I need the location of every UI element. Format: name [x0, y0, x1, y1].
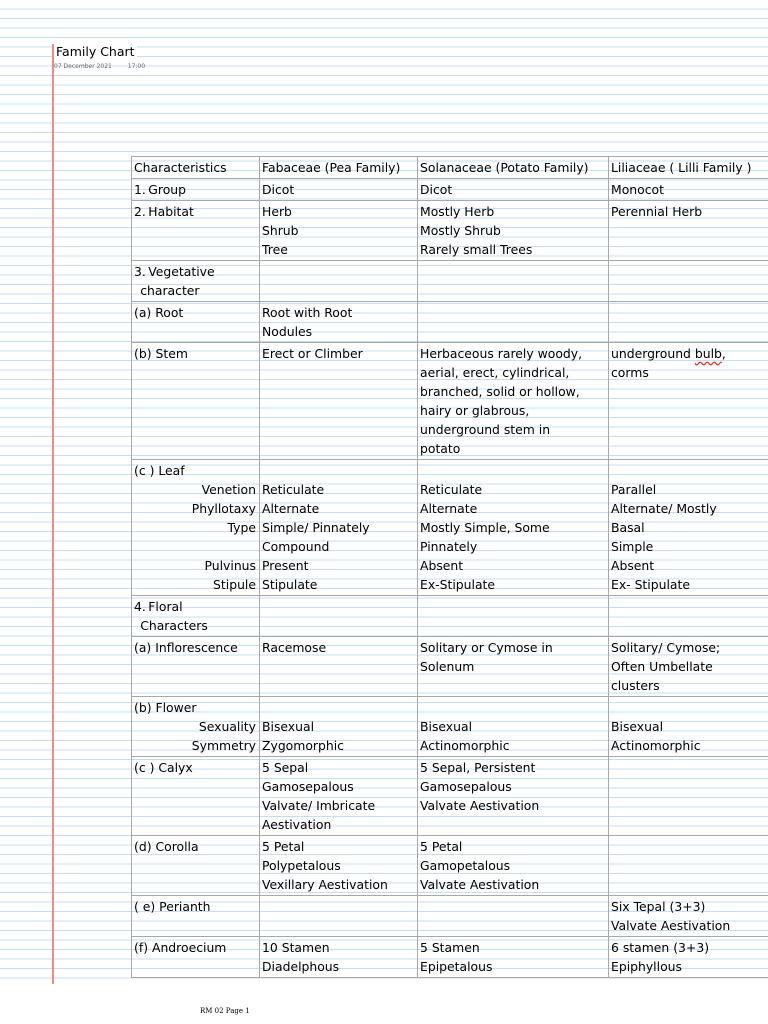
cell-line: Perennial Herb: [611, 204, 703, 219]
cell-line: Aestivation: [262, 817, 332, 832]
table-row-group: [132, 179, 768, 201]
row-label: (b) Stem: [132, 343, 260, 460]
cell-line: Bisexual: [262, 719, 315, 734]
sub-label: Sexuality: [198, 719, 256, 734]
cell-fabaceae: Dicot: [260, 179, 418, 201]
cell-fabaceae: [260, 836, 418, 896]
cell-line: potato: [420, 441, 461, 456]
cell-solanaceae: [418, 596, 609, 637]
cell-line: Solitary or Cymose in: [420, 640, 553, 655]
cell-line: Zygomorphic: [262, 738, 344, 753]
cell-line: Ex-Stipulate: [420, 577, 496, 592]
cell-line: 5 Petal: [262, 839, 305, 854]
text-segment: underground: [611, 346, 695, 361]
cell-liliaceae: [609, 937, 768, 978]
cell-line: Simple/ Pinnately: [262, 520, 370, 535]
cell-line: Tree: [262, 242, 288, 257]
cell-fabaceae: Erect or Climber: [260, 343, 418, 460]
cell-line: Actinomorphic: [420, 738, 510, 753]
cell-line: Reticulate: [262, 482, 325, 497]
cell-liliaceae: [609, 343, 768, 460]
cell-solanaceae: [418, 261, 609, 302]
cell-liliaceae: [609, 460, 768, 596]
table-row-androecium: [132, 937, 768, 978]
cell-line: Bisexual: [420, 719, 473, 734]
cell-solanaceae: [418, 637, 609, 697]
cell-line: (c ) Leaf: [134, 463, 185, 478]
cell-line: Characters: [134, 618, 208, 633]
cell-line: Solenum: [420, 659, 475, 674]
cell-line: Pinnately: [420, 539, 478, 554]
table-row-leaf: [132, 460, 768, 596]
cell-line: Gamopetalous: [420, 858, 511, 873]
page-title: Family Chart: [56, 44, 135, 59]
table-row-stem: [132, 343, 768, 460]
page-bottom: [0, 984, 768, 1024]
cell-solanaceae: [418, 460, 609, 596]
page-time: 17:00: [127, 63, 146, 70]
sub-label: Symmetry: [191, 738, 256, 753]
cell-line: Alternate: [262, 501, 320, 516]
cell-fabaceae: [260, 460, 418, 596]
cell-line: Gamosepalous: [420, 779, 512, 794]
cell-solanaceae: [418, 302, 609, 343]
cell-line: 5 Sepal, Persistent: [420, 760, 536, 775]
cell-line: [262, 698, 415, 717]
cell-liliaceae: [609, 201, 768, 261]
cell-line: 5 Stamen: [420, 940, 480, 955]
cell-line: [420, 461, 606, 480]
cell-line: underground stem in: [420, 422, 551, 437]
row-label: [132, 460, 260, 596]
cell-solanaceae: [418, 201, 609, 261]
cell-line: Parallel: [611, 482, 657, 497]
cell-line: clusters: [611, 678, 660, 693]
row-label: ( e) Perianth: [132, 896, 260, 937]
cell-line: Epipetalous: [420, 959, 493, 974]
cell-line: Epiphyllous: [611, 959, 682, 974]
cell-liliaceae: [609, 596, 768, 637]
cell-line: 5 Petal: [420, 839, 463, 854]
family-chart-table: [131, 156, 768, 978]
cell-line: Stipulate: [262, 577, 318, 592]
cell-line: Nodules: [262, 324, 313, 339]
cell-line: Compound: [262, 539, 330, 554]
cell-line: 4. Floral: [134, 599, 183, 614]
cell-solanaceae: [418, 836, 609, 896]
row-label: [132, 697, 260, 757]
cell-line: Present: [262, 558, 309, 573]
cell-solanaceae: [418, 697, 609, 757]
row-label: [132, 261, 260, 302]
sub-label: Venetion: [201, 482, 256, 497]
cell-line: Rarely small Trees: [420, 242, 533, 257]
margin-line: [52, 44, 54, 984]
cell-line: [611, 698, 766, 717]
row-label: [132, 596, 260, 637]
cell-line: corms: [611, 365, 649, 380]
table-row-root: [132, 302, 768, 343]
cell-line: 6 stamen (3+3): [611, 940, 710, 955]
cell-line: Mostly Shrub: [420, 223, 501, 238]
cell-line: 5 Sepal: [262, 760, 309, 775]
row-label: (c ) Calyx: [132, 757, 260, 836]
cell-line: (b) Flower: [134, 700, 197, 715]
cell-fabaceae: [260, 302, 418, 343]
cell-line: Valvate Aestivation: [611, 918, 731, 933]
page-date: 07 December 2021: [54, 63, 112, 70]
page-meta: [54, 63, 159, 70]
header-liliaceae: Liliaceae ( Lilli Family ): [609, 157, 768, 179]
cell-line: Valvate/ Imbricate: [262, 798, 376, 813]
cell-line: Herbaceous rarely woody,: [420, 346, 583, 361]
table-row-corolla: [132, 836, 768, 896]
cell-solanaceae: Dicot: [418, 179, 609, 201]
cell-line: Diadelphous: [262, 959, 340, 974]
cell-fabaceae: Racemose: [260, 637, 418, 697]
header-solanaceae: Solanaceae (Potato Family): [418, 157, 609, 179]
cell-line: Valvate Aestivation: [420, 798, 540, 813]
cell-line: Vexillary Aestivation: [262, 877, 388, 892]
cell-solanaceae: [418, 937, 609, 978]
cell-fabaceae: [260, 697, 418, 757]
cell-liliaceae: [609, 637, 768, 697]
table-header-row: [132, 157, 768, 179]
cell-line: Actinomorphic: [611, 738, 701, 753]
cell-liliaceae: [609, 697, 768, 757]
table-row-perianth: [132, 896, 768, 937]
row-label: 1. Group: [132, 179, 260, 201]
cell-line: Alternate: [420, 501, 478, 516]
cell-liliaceae: [609, 302, 768, 343]
row-label: (a) Inflorescence: [132, 637, 260, 697]
cell-liliaceae: [609, 261, 768, 302]
cell-line: Root with Root: [262, 305, 353, 320]
cell-line: Ex- Stipulate: [611, 577, 690, 592]
cell-line: hairy or glabrous,: [420, 403, 530, 418]
page-footer: RM 02 Page 1: [200, 1007, 250, 1015]
header-characteristics: Characteristics: [132, 157, 260, 179]
sub-label: Type: [227, 520, 256, 535]
cell-liliaceae: Monocot: [609, 179, 768, 201]
cell-solanaceae: [418, 343, 609, 460]
table-row-vegetative: [132, 261, 768, 302]
cell-line: [611, 344, 766, 363]
cell-liliaceae: [609, 836, 768, 896]
cell-solanaceae: [418, 896, 609, 937]
table-row-calyx: [132, 757, 768, 836]
row-label: (f) Androecium: [132, 937, 260, 978]
cell-line: Herb: [262, 204, 292, 219]
cell-line: 3. Vegetative: [134, 264, 215, 279]
cell-line: Shrub: [262, 223, 299, 238]
text-segment: ,: [721, 346, 726, 361]
cell-line: aerial, erect, cylindrical,: [420, 365, 570, 380]
table-row-inflorescence: [132, 637, 768, 697]
cell-line: Mostly Simple, Some: [420, 520, 550, 535]
cell-line: Solitary/ Cymose;: [611, 640, 721, 655]
row-label: (d) Corolla: [132, 836, 260, 896]
cell-line: Polypetalous: [262, 858, 341, 873]
spellcheck-word[interactable]: bulb: [694, 346, 722, 361]
sub-label: Phyllotaxy: [191, 501, 256, 516]
cell-fabaceae: [260, 261, 418, 302]
cell-line: Valvate Aestivation: [420, 877, 540, 892]
row-label: 2. Habitat: [132, 201, 260, 261]
cell-line: Mostly Herb: [420, 204, 495, 219]
cell-line: branched, solid or hollow,: [420, 384, 580, 399]
cell-line: character: [134, 283, 200, 298]
cell-line: Often Umbellate: [611, 659, 713, 674]
cell-line: Reticulate: [420, 482, 483, 497]
table-row-flower: [132, 697, 768, 757]
cell-line: Six Tepal (3+3): [611, 899, 706, 914]
cell-line: Gamosepalous: [262, 779, 354, 794]
cell-liliaceae: [609, 896, 768, 937]
sub-label: [134, 537, 257, 556]
cell-line: Simple: [611, 539, 654, 554]
cell-fabaceae: [260, 596, 418, 637]
cell-solanaceae: [418, 757, 609, 836]
sub-label: Stipule: [213, 577, 256, 592]
cell-line: [420, 698, 606, 717]
cell-fabaceae: [260, 757, 418, 836]
table-row-habitat: [132, 201, 768, 261]
cell-line: Absent: [420, 558, 464, 573]
table-row-floral: [132, 596, 768, 637]
cell-fabaceae: [260, 937, 418, 978]
cell-fabaceae: [260, 896, 418, 937]
header-fabaceae: Fabaceae (Pea Family): [260, 157, 418, 179]
cell-line: Alternate/ Mostly: [611, 501, 717, 516]
cell-line: 10 Stamen: [262, 940, 330, 955]
cell-liliaceae: [609, 757, 768, 836]
cell-line: [262, 461, 415, 480]
cell-line: Basal: [611, 520, 645, 535]
row-label: (a) Root: [132, 302, 260, 343]
cell-line: Bisexual: [611, 719, 664, 734]
sub-label: Pulvinus: [204, 558, 256, 573]
cell-line: [611, 461, 766, 480]
cell-line: Absent: [611, 558, 655, 573]
cell-fabaceae: [260, 201, 418, 261]
